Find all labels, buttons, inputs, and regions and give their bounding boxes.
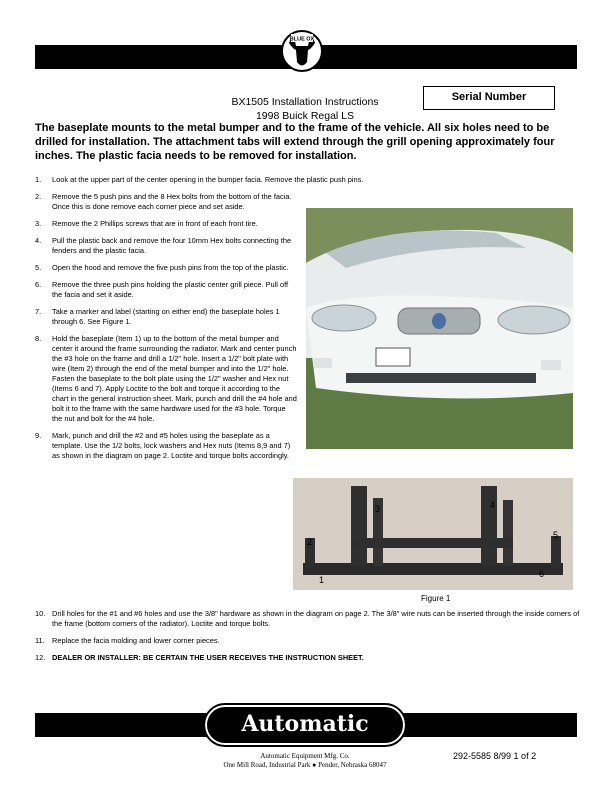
- step-text: Pull the plastic back and remove the four 10mm Hex bolts connecting the fenders and the plastic facia.: [52, 236, 292, 255]
- step-text: Remove the three push pins holding the plastic center grill piece. Pull off the facia and set it aside.: [52, 280, 289, 299]
- hole-label: 6: [539, 569, 545, 579]
- step-text: Remove the 2 Phillips screws that are in front of each front tire.: [52, 219, 258, 228]
- step-4: [35, 236, 297, 256]
- blue-ox-logo: [281, 29, 323, 75]
- step-2: [35, 192, 297, 212]
- automatic-logo: Automatic: [205, 705, 405, 745]
- step-5: [35, 263, 297, 273]
- intro-paragraph: The baseplate mounts to the metal bumper and to the frame of the vehicle. All six holes need to be drilled for installation. The attachment tabs will extend through the grill opening approximately four inches. The plastic facia needs to be removed for installation.: [35, 122, 555, 162]
- step-text: Take a marker and label (starting on either end) the baseplate holes 1 through 6. See Figure 1.: [52, 307, 280, 326]
- step-1: [35, 175, 580, 192]
- step-number: 9.: [35, 431, 42, 440]
- hole-label: 3: [375, 504, 381, 514]
- step-6: [35, 280, 297, 300]
- step-text: Open the hood and remove the five push pins from the top of the plastic.: [52, 263, 289, 272]
- hole-label: 4: [490, 500, 496, 510]
- step-12: [35, 653, 580, 663]
- step-3: [35, 219, 297, 229]
- hole-label: 2: [307, 537, 313, 547]
- step-10: [35, 609, 580, 629]
- steps-column: [35, 192, 297, 468]
- step-number: 4.: [35, 236, 42, 245]
- step-number: 3.: [35, 219, 42, 228]
- company-street: One Mill Road, Industrial Park ● Pender, Nebraska 68047: [223, 761, 387, 769]
- figure-caption: Figure 1: [421, 594, 451, 603]
- step-number: 6.: [35, 280, 42, 289]
- step-number: 7.: [35, 307, 42, 316]
- step-text: Look at the upper part of the center opening in the bumper facia. Remove the plastic push pins.: [52, 175, 364, 184]
- step-number: 1.: [35, 175, 42, 184]
- step-text: Remove the 5 push pins and the 8 Hex bolts from the bottom of the facia. Once this is done remove each corner piece and set aside.: [52, 192, 292, 211]
- step-number: 8.: [35, 334, 42, 343]
- company-address: [190, 752, 420, 770]
- logo-text: BLUE OX: [289, 36, 315, 43]
- steps-bottom: [35, 609, 580, 670]
- step-9: [35, 431, 297, 461]
- step-number: 2.: [35, 192, 42, 201]
- step-text: Replace the facia molding and lower corner pieces.: [52, 636, 220, 645]
- car-front-photo: [306, 208, 573, 449]
- step-8: [35, 334, 297, 424]
- document-title: [200, 95, 410, 123]
- step-number: 10.: [35, 609, 46, 618]
- step-text: Hold the baseplate (Item 1) up to the bottom of the metal bumper and center it around the frame surrounding the radiator. Mark and center punch the #3 hole on the frame and drill a 1/2" hole. Insert a 1/2" bolt plate with wire (Item 2) through the end of the metal bumper and into the 1/2" hole. Fasten the baseplate to the bolt plate using the 1/2" washer and Hex nut (Items 6 and 7). Apply Loctite to the bolt and torque it according to the chart in the general instruction sheet. Mark, punch and drill the #4 hole and bolt it to the frame with the same hardware used for the #3 hole. Torque the nut and bolt for the #4 hole.: [52, 334, 297, 423]
- step-text: Drill holes for the #1 and #6 holes and use the 3/8" hardware as shown in the diagram on page 2. The 3/8" wire nuts can be inserted through the inside corners of the frame (bottom corners of the radiator). Loctite and torque bolts.: [52, 609, 580, 628]
- hole-label: 5: [553, 530, 559, 540]
- step-number: 11.: [35, 636, 45, 645]
- company-name: Automatic Equipment Mfg. Co.: [260, 752, 350, 760]
- hole-label: 1: [319, 575, 325, 585]
- baseplate-photo: [293, 478, 573, 590]
- document-reference: 292-5585 8/99 1 of 2: [453, 751, 537, 761]
- step-7: [35, 307, 297, 327]
- step-number: 5.: [35, 263, 42, 272]
- title-line-1: BX1505 Installation Instructions: [231, 96, 379, 108]
- step-text: Mark, punch and drill the #2 and #5 holes using the baseplate as a template. Use the 1/2 bolts, lock washers and Hex nuts (Items 8,9 and 7) as shown in the diagram on page 2. Loctite and torque bolts accordingly.: [52, 431, 291, 460]
- serial-number-box: Serial Number: [423, 86, 555, 110]
- step-text: DEALER OR INSTALLER: BE CERTAIN THE USER RECEIVES THE INSTRUCTION SHEET.: [52, 653, 364, 662]
- title-line-2: 1998 Buick Regal LS: [255, 110, 355, 122]
- step-number: 12.: [35, 653, 46, 662]
- step-11: [35, 636, 580, 646]
